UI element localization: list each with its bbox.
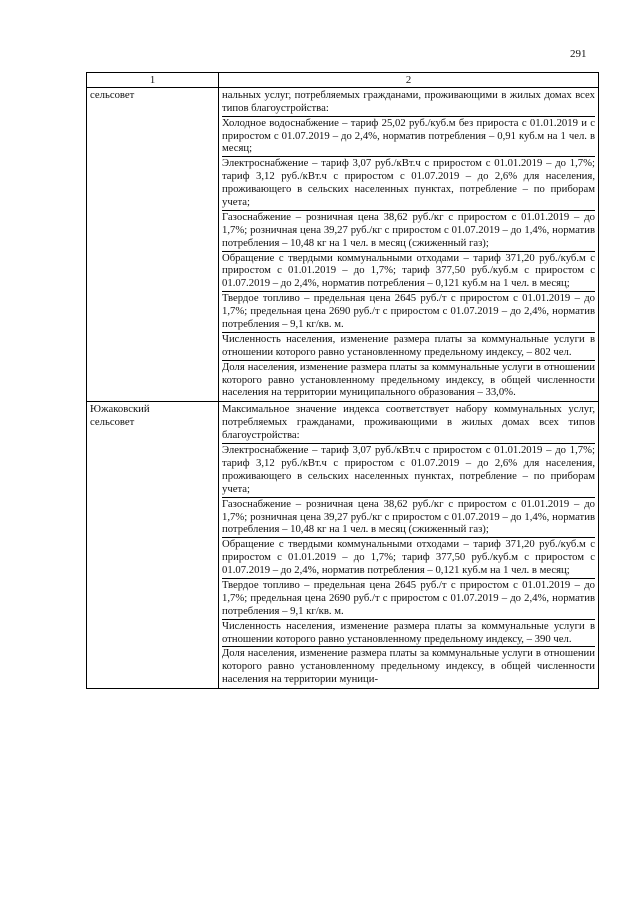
table-header-row	[87, 73, 599, 88]
detail-paragraph: Электроснабжение – тариф 3,07 руб./кВт.ч с приростом с 01.01.2019 – до 1,7%; тариф 3,12 руб./кВт.ч с приростом с 01.07.2019 – до 2,6% для населения, проживающего в сельских населенных пунктах, потребление – по приборам учета;	[222, 444, 595, 498]
detail-paragraph: Газоснабжение – розничная цена 38,62 руб./кг с приростом с 01.01.2019 – до 1,7%; розничная цена 39,27 руб./кг с приростом с 01.07.2019 – до 1,4%, норматив потребления – 10,48 кг на 1 чел. в месяц (сжиженный газ);	[222, 211, 595, 252]
detail-paragraph: Твердое топливо – предельная цена 2645 руб./т с приростом с 01.01.2019 – до 1,7%; предельная цена 2690 руб./т с приростом с 01.07.2019 – до 2,4%, норматив потребления – 9,1 кг/кв. м.	[222, 579, 595, 620]
detail-paragraph: Электроснабжение – тариф 3,07 руб./кВт.ч с приростом с 01.01.2019 – до 1,7%; тариф 3,12 руб./кВт.ч с приростом с 01.07.2019 – до 2,6% для населения, проживающего в сельских населенных пунктах, потребление – по приборам учета;	[222, 157, 595, 211]
municipality-details	[219, 87, 599, 401]
detail-paragraph: Максимальное значение индекса соответствует набору коммунальных услуг, потребляемых гражданами, проживающими в жилых домах всех типов благоустройства:	[222, 403, 595, 444]
detail-paragraph: Численность населения, изменение размера платы за коммунальные услуги в отношении которого равно установленному предельному индексу, – 390 чел.	[222, 620, 595, 648]
municipality-name: Южаковский сельсовет	[87, 402, 219, 689]
detail-paragraph: нальных услуг, потребляемых гражданами, проживающими в жилых домах всех типов благоустройства:	[222, 89, 595, 117]
detail-paragraph: Обращение с твердыми коммунальными отходами – тариф 371,20 руб./куб.м с приростом с 01.01.2019 – до 1,7%; тариф 377,50 руб./куб.м с приростом с 01.07.2019 – до 2,4%, норматив потребления – 0,121 куб.м на 1 чел. в месяц;	[222, 538, 595, 579]
header-col-2: 2	[219, 73, 599, 88]
detail-paragraph: Твердое топливо – предельная цена 2645 руб./т с приростом с 01.01.2019 – до 1,7%; предельная цена 2690 руб./т с приростом с 01.07.2019 – до 2,4%, норматив потребления – 9,1 кг/кв. м.	[222, 292, 595, 333]
detail-paragraph: Газоснабжение – розничная цена 38,62 руб./кг с приростом с 01.01.2019 – до 1,7%; розничная цена 39,27 руб./кг с приростом с 01.07.2019 – до 1,4%, норматив потребления – 10,48 кг на 1 чел. в месяц (сжиженный газ);	[222, 498, 595, 539]
tariff-table	[86, 72, 599, 689]
municipality-details	[219, 402, 599, 689]
table-row	[87, 87, 599, 401]
detail-paragraph: Холодное водоснабжение – тариф 25,02 руб./куб.м без прироста с 01.01.2019 и с приростом с 01.07.2019 – до 2,4%, норматив потребления – 0,91 куб.м на 1 чел. в месяц;	[222, 117, 595, 158]
page-number: 291	[570, 48, 587, 60]
detail-paragraph: Доля населения, изменение размера платы за коммунальные услуги в отношении которого равно установленному предельному индексу, в общей численности населения на территории муниципального образования – 33,0%.	[222, 360, 595, 399]
header-col-1: 1	[87, 73, 219, 88]
detail-paragraph: Численность населения, изменение размера платы за коммунальные услуги в отношении которого равно установленному предельному индексу, – 802 чел.	[222, 333, 595, 361]
detail-paragraph: Обращение с твердыми коммунальными отходами – тариф 371,20 руб./куб.м с приростом с 01.01.2019 – до 1,7%; тариф 377,50 руб./куб.м с приростом с 01.07.2019 – до 2,4%, норматив потребления – 0,121 куб.м на 1 чел. в месяц;	[222, 252, 595, 293]
table-row	[87, 402, 599, 689]
municipality-name: сельсовет	[87, 87, 219, 401]
detail-paragraph: Доля населения, изменение размера платы за коммунальные услуги в отношении которого равно установленному предельному индексу, в общей численности населения на территории муници-	[222, 647, 595, 686]
